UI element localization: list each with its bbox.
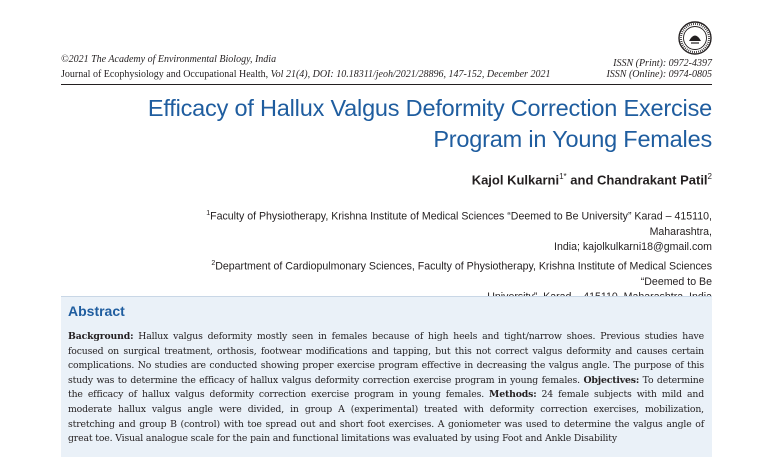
title-line-2: Program in Young Females [433,126,712,152]
background-text: Hallux valgus deformity mostly seen in females because of high heels and tight/narrow shoes. Previous studies have focused on surgical treatment, orthosis, footwear modifications and tapping, but this not correct valgus deformity and causes certain complications. No studies are conducted showing proper exercise program effective in decreasing the valgus angle. The purpose of this study was to determine the efficacy of hallux valgus deformity correction exercise program in young females. [68,331,704,386]
society-seal-icon [678,21,712,55]
affiliations [190,206,712,306]
author-1-affiliation-mark: 1* [559,172,567,181]
methods-text: 24 female subjects with mild and moderate hallux valgus angle were divided, in group A (experimental) treated with deformity correction exercises, mobilization, stretching and group B (control) with toe spread out and short foot exercises. A goniometer was used to determine the valgus angle of great toe. Visual analogue scale for the pain and functional limitations was evaluated by using Foot and Ankle Disability [68,389,704,445]
affiliation-1-line-2: India; kajolkulkarni18@gmail.com [554,241,712,254]
affiliation-2-mark: 2 [211,259,216,267]
author-separator: and [566,172,598,188]
issn-print: ISSN (Print): 0972-4397 [613,58,712,69]
header-divider [61,84,712,85]
journal-header [61,53,601,82]
journal-citation [61,68,601,82]
journal-name: Journal of Ecophysiology and Occupational Health, [61,69,269,80]
abstract-body [68,330,704,447]
objectives-label: Objectives: [583,374,640,386]
author-2: Chandrakant Patil [597,172,708,188]
background-label: Background: [68,331,134,342]
affiliation-1-mark: 1 [206,210,211,217]
author-2-affiliation-mark: 2 [707,172,712,181]
title-line-1: Efficacy of Hallux Valgus Deformity Correction Exercise [147,95,712,121]
abstract-heading: Abstract [68,303,125,319]
author-1: Kajol Kulkarni [471,172,560,188]
issn-block [606,58,712,80]
journal-details: Vol 21(4), DOI: 10.18311/jeoh/2021/28896, 147-152, December 2021 [270,69,551,80]
copyright-line: ©2021 The Academy of Environmental Biology, India [61,54,277,65]
affiliation-2-line-1: $^2$Department of Cardiopulmonary Sciences, Faculty of Physiotherapy, Krishna Institute of Medical Sciences “Deemed to Be [211,259,712,288]
methods-label: Methods: [489,389,537,401]
issn-online: ISSN (Online): 0974-0805 [606,69,712,80]
objectives-text: To determine the efficacy of hallux valgus deformity correction exercise program in young females. [68,374,704,401]
author-list [61,172,712,187]
affiliation-1-line-1: $^1$Faculty of Physiotherapy, Krishna Institute of Medical Sciences “Deemed to Be University” Karad – 415110, Maharashtra, [206,210,712,238]
article-title [61,93,712,155]
